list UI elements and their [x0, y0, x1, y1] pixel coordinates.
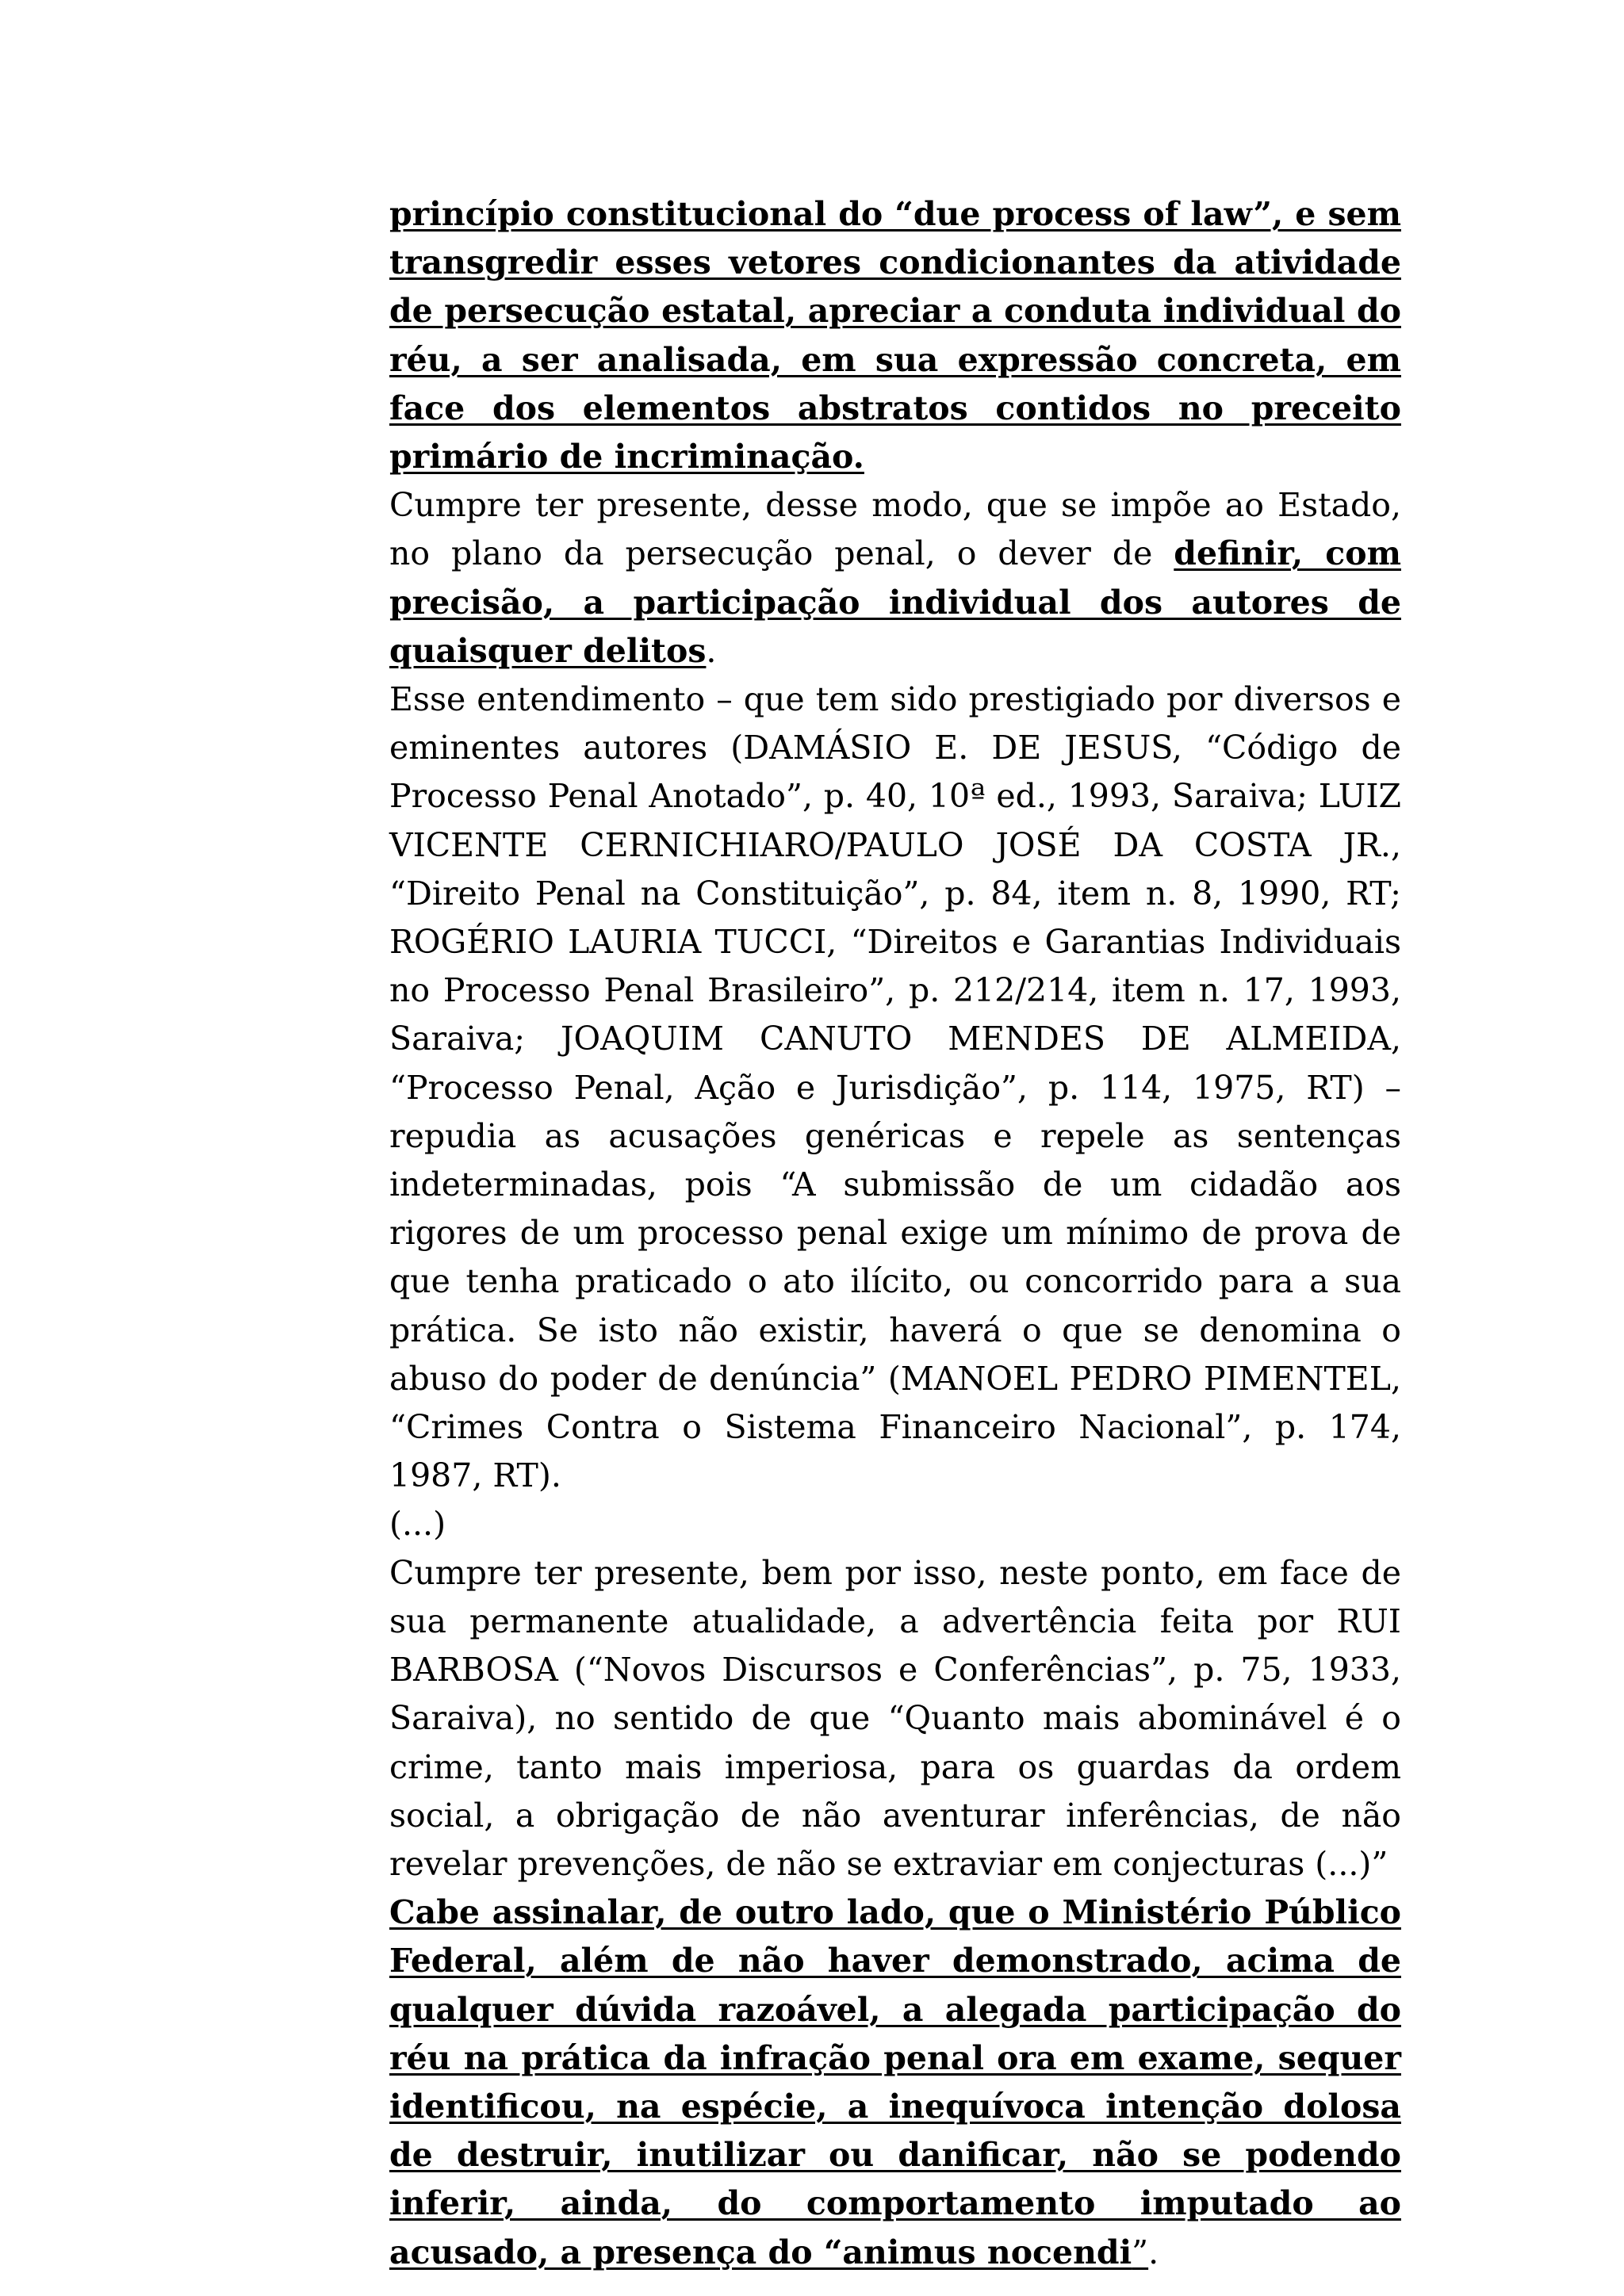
paragraph-text: .	[706, 631, 717, 670]
paragraph-text: Cumpre ter presente, bem por isso, neste ponto, em face de sua permanente atualidade, a advertência feita por RUI BARBOSA (“Novos Discursos e Conferências”, p. 75, 1933, Saraiva), no sentido de que “Quanto mais abominável é o crime, tanto mais imperiosa, para os guardas da ordem social, a obrigação de não aventurar inferências, de não revelar prevenções, de não se extraviar em conjecturas (...)”	[389, 1553, 1401, 1883]
bold-passage: princípio constitucional do “due process of law”, e sem transgredir esses vetores condicionantes da atividade de persecução estatal, apreciar a conduta individual do réu, a ser analisada, em sua expressão concreta, em face dos elementos abstratos contidos no preceito primário de incriminação.	[389, 195, 1401, 476]
paragraph-rui-barbosa	[389, 1549, 1401, 1888]
underlined-quote: ”	[1132, 2233, 1149, 2271]
bold-passage: definir, com precisão, a participação individual dos autores de quaisquer delitos	[389, 534, 1401, 670]
paragraph-text: Cumpre ter presente, desse modo, que se impõe ao Estado, no plano da persecução penal, o dever de	[389, 486, 1401, 573]
paragraph-text: (...)	[389, 1505, 446, 1544]
paragraph-entendimento	[389, 675, 1401, 1500]
bold-passage: Cabe assinalar, de outro lado, que o Ministério Público Federal, além de não haver demonstrado, acima de qualquer dúvida razoável, a alegada participação do réu na prática da infração penal ora em exame, sequer identificou, na espécie, a inequívoca intenção dolosa de destruir, inutilizar ou danificar, não se podendo inferir, ainda, do comportamento imputado ao acusado, a presença do “animus nocendi	[389, 1893, 1401, 2271]
paragraph-ellipsis	[389, 1500, 1401, 1548]
paragraph-text: .	[1148, 2233, 1159, 2271]
document-page	[389, 190, 1401, 2277]
paragraph-ministerio-publico	[389, 1888, 1401, 2277]
paragraph-due-process	[389, 190, 1401, 481]
paragraph-text: Esse entendimento – que tem sido prestigiado por diversos e eminentes autores (DAMÁSIO E. DE JESUS, “Código de Processo Penal Anotado”, p. 40, 10ª ed., 1993, Saraiva; LUIZ VICENTE CERNICHIARO/PAULO JOSÉ DA COSTA JR., “Direito Penal na Constituição”, p. 84, item n. 8, 1990, RT; ROGÉRIO LAURIA TUCCI, “Direitos e Garantias Individuais no Processo Penal Brasileiro”, p. 212/214, item n. 17, 1993, Saraiva; JOAQUIM CANUTO MENDES DE ALMEIDA, “Processo Penal, Ação e Jurisdição”, p. 114, 1975, RT) – repudia as acusações genéricas e repele as sentenças indeterminadas, pois “A submissão de um cidadão aos rigores de um processo penal exige um mínimo de prova de que tenha praticado o ato ilícito, ou concorrido para a sua prática. Se isto não existir, haverá o que se denomina o abuso do poder de denúncia” (MANOEL PEDRO PIMENTEL, “Crimes Contra o Sistema Financeiro Nacional”, p. 174, 1987, RT).	[389, 680, 1401, 1495]
paragraph-estado-dever	[389, 481, 1401, 675]
